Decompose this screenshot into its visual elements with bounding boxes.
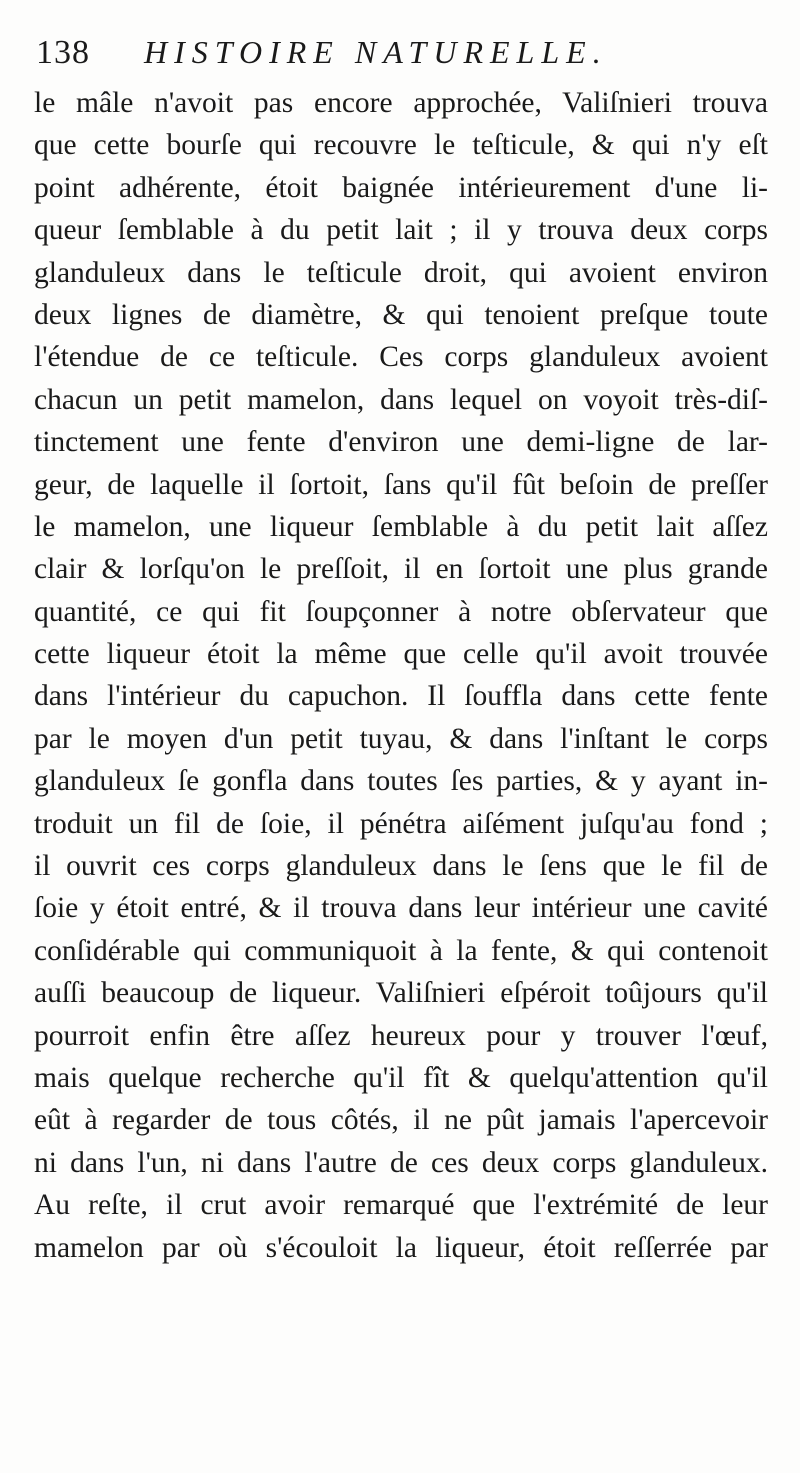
text-line: le mâle n'avoit pas encore approchée, Valiſnieri trouva bbox=[34, 87, 768, 119]
body-text bbox=[34, 82, 768, 1269]
text-line: tinctement une fente d'environ une demi-ligne de lar- bbox=[34, 426, 768, 459]
text-line: par le moyen d'un petit tuyau, & dans l'inſtant le corps bbox=[34, 722, 768, 755]
text-line: mamelon par où s'écouloit la liqueur, étoit reſſerrée par bbox=[34, 1231, 768, 1264]
text-line: que cette bourſe qui recouvre le teſticule, & qui n'y eſt bbox=[34, 129, 768, 162]
text-line: eût à regarder de tous côtés, il ne pût jamais l'apercevoir bbox=[34, 1104, 768, 1137]
text-line: ni dans l'un, ni dans l'autre de ces deux corps glanduleux. bbox=[34, 1146, 768, 1179]
text-line: auſſi beaucoup de liqueur. Valiſnieri eſpéroit toûjours qu'il bbox=[34, 977, 768, 1010]
text-line: glanduleux dans le teſticule droit, qui avoient environ bbox=[34, 256, 768, 289]
text-line: clair & lorſqu'on le preſſoit, il en ſortoit une plus grande bbox=[34, 553, 768, 586]
text-line: point adhérente, étoit baignée intérieurement d'une li- bbox=[34, 171, 768, 204]
page-number: 138 bbox=[36, 34, 90, 71]
text-line: geur, de laquelle il ſortoit, ſans qu'il fût beſoin de preſſer bbox=[34, 468, 768, 501]
text-line: pourroit enfin être aſſez heureux pour y trouver l'œuf, bbox=[34, 1019, 768, 1052]
text-line: le mamelon, une liqueur ſemblable à du petit lait aſſez bbox=[34, 510, 768, 543]
text-line: chacun un petit mamelon, dans lequel on voyoit très-diſ- bbox=[34, 383, 768, 416]
text-line: cette liqueur étoit la même que celle qu'il avoit trouvée bbox=[34, 638, 768, 671]
running-title: HISTOIRE NATURELLE. bbox=[144, 34, 608, 70]
text-line: il ouvrit ces corps glanduleux dans le ſens que le fil de bbox=[34, 850, 768, 883]
text-line: glanduleux ſe gonfla dans toutes ſes parties, & y ayant in- bbox=[34, 765, 768, 798]
running-head bbox=[34, 30, 774, 80]
text-line: dans l'intérieur du capuchon. Il ſouffla dans cette fente bbox=[34, 680, 768, 713]
text-line: deux lignes de diamètre, & qui tenoient preſque toute bbox=[34, 298, 768, 331]
text-line: ſoie y étoit entré, & il trouva dans leur intérieur une cavité bbox=[34, 892, 768, 925]
text-line: l'étendue de ce teſticule. Ces corps glanduleux avoient bbox=[34, 341, 768, 374]
text-line: Au reſte, il crut avoir remarqué que l'extrémité de leur bbox=[34, 1189, 768, 1222]
text-line: mais quelque recherche qu'il fît & quelqu'attention qu'il bbox=[34, 1061, 768, 1094]
text-line: troduit un fil de ſoie, il pénétra aiſément juſqu'au fond ; bbox=[34, 807, 768, 840]
text-line: queur ſemblable à du petit lait ; il y trouva deux corps bbox=[34, 214, 768, 247]
text-line: conſidérable qui communiquoit à la fente, & qui contenoit bbox=[34, 934, 768, 967]
text-line: quantité, ce qui fit ſoupçonner à notre obſervateur que bbox=[34, 595, 768, 628]
